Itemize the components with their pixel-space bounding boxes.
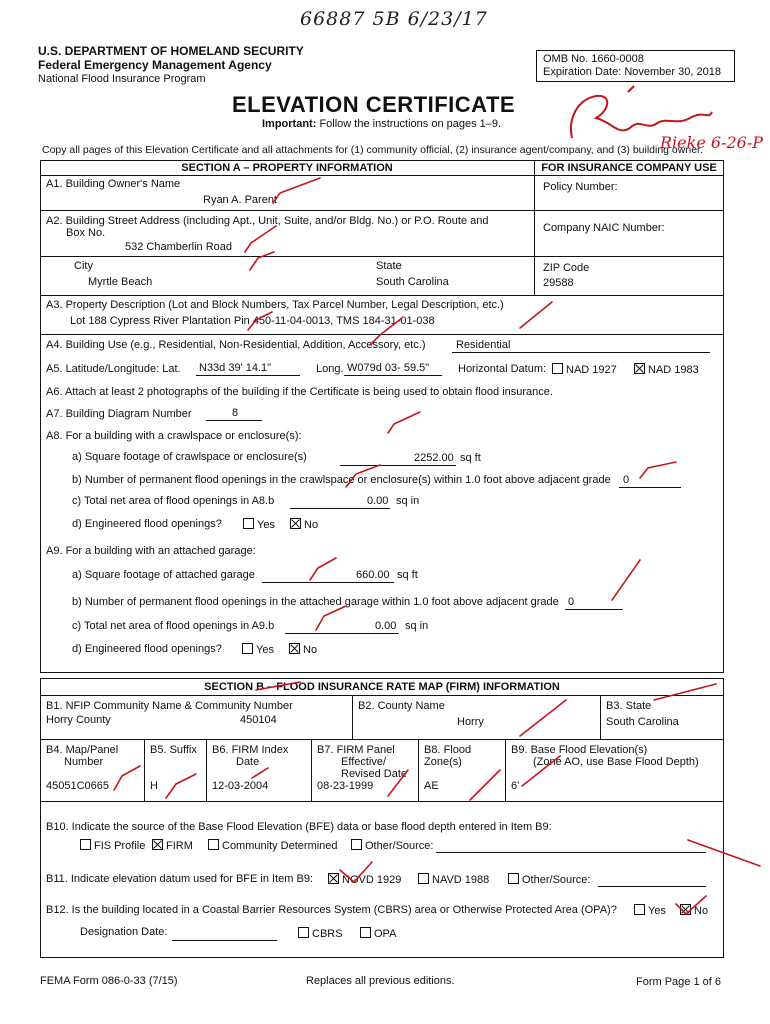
a7-label: A7. Building Diagram Number	[46, 408, 192, 420]
checkmark-icon	[388, 770, 408, 796]
a9a-label: a) Square footage of attached garage	[72, 569, 255, 581]
b9-label-line2: (Zone AO, use Base Flood Depth)	[533, 756, 699, 768]
a2-street-address[interactable]: 532 Chamberlin Road	[125, 241, 233, 253]
b7-label-line3: Revised Date	[341, 768, 408, 780]
no-label: No	[303, 644, 318, 656]
designation-date-label: Designation Date:	[80, 926, 168, 938]
omb-number: OMB No. 1660-0008	[543, 53, 644, 65]
checkmark-icon	[640, 462, 676, 478]
yes-label: Yes	[256, 644, 274, 656]
b11-other-label: Other/Source:	[522, 874, 591, 886]
a3-property-description[interactable]: Lot 188 Cypress River Plantation Pin 450-11-04-0013, TMS 184-31-01-038	[70, 315, 435, 327]
page-title: ELEVATION CERTIFICATE	[232, 92, 516, 117]
footer-replaces: Replaces all previous editions.	[306, 975, 455, 987]
b3-label: B3. State	[606, 700, 652, 712]
navd-label: NAVD 1988	[432, 874, 490, 886]
a2-label: A2. Building Street Address (including Apt., Unit, Suite, and/or Bldg. No.) or P.O. Route and	[46, 215, 489, 227]
naic-number-label: Company NAIC Number:	[543, 222, 665, 234]
section-a-title: SECTION A – PROPERTY INFORMATION	[181, 162, 393, 174]
checkmark-icon	[316, 606, 346, 630]
b7-label-line2: Effective/	[341, 756, 387, 768]
checkmark-icon	[654, 684, 716, 700]
a8a-unit: sq ft	[460, 452, 481, 464]
dept-name: U.S. DEPARTMENT OF HOMELAND SECURITY	[38, 44, 304, 58]
a5-latitude[interactable]: N33d 39' 14.1"	[199, 362, 272, 374]
a8a-value[interactable]: 2252.00	[414, 452, 454, 464]
b7-label-line1: B7. FIRM Panel	[317, 744, 395, 756]
b1-community-number[interactable]: 450104	[240, 714, 277, 726]
state-value[interactable]: South Carolina	[376, 276, 449, 288]
b8-flood-zone[interactable]: AE	[424, 780, 439, 792]
no-label: No	[304, 519, 319, 531]
checkmark-icon	[273, 178, 320, 203]
checkmark-icon	[250, 252, 274, 270]
checkmark-icon	[522, 756, 560, 786]
copy-note: Copy all pages of this Elevation Certificate and all attachments for (1) community official, (2) insurance agent/company, and (3) building owner.	[42, 144, 703, 156]
checkmark-icon	[245, 226, 276, 252]
a5-label: A5. Latitude/Longitude: Lat.	[46, 363, 181, 375]
zip-value[interactable]: 29588	[543, 277, 574, 289]
handwritten-initials	[571, 86, 763, 152]
a6-label: A6. Attach at least 2 photographs of the building if the Certificate is being used to obtain flood insurance.	[46, 386, 553, 398]
important-label: Important:	[262, 118, 317, 130]
zip-label: ZIP Code	[543, 262, 590, 274]
b9-label-line1: B9. Base Flood Elevation(s)	[511, 744, 648, 756]
b12-label: B12. Is the building located in a Coastal Barrier Resources System (CBRS) area or Otherwise Protected Area (OPA)?	[46, 904, 617, 916]
b1-label: B1. NFIP Community Name & Community Number	[46, 700, 293, 712]
checkmark-icon	[520, 700, 566, 736]
checkmark-icon	[114, 766, 140, 790]
program-name: National Flood Insurance Program	[38, 73, 206, 85]
b6-label-line2: Date	[236, 756, 260, 768]
a8c-unit: sq in	[396, 495, 420, 507]
b12-yes-label: Yes	[648, 905, 666, 917]
a8b-value[interactable]: 0	[623, 474, 630, 486]
a1-label: A1. Building Owner's Name	[46, 178, 181, 190]
checkmark-icon	[248, 312, 272, 330]
a5-datum-label: Horizontal Datum:	[458, 363, 547, 375]
opa-label: OPA	[374, 928, 397, 940]
checkmark-icon	[520, 302, 552, 328]
checkmark-icon	[688, 840, 760, 866]
community-label: Community Determined	[222, 840, 338, 852]
a9d-label: d) Engineered flood openings?	[72, 643, 222, 655]
a3-label: A3. Property Description (Lot and Block Numbers, Tax Parcel Number, Legal Description, etc.)	[46, 299, 504, 311]
a9b-value[interactable]: 0	[568, 596, 575, 608]
a2-label-cont: Box No.	[66, 227, 106, 239]
a9b-label: b) Number of permanent flood openings in the attached garage within 1.0 foot above adjacent grade	[72, 596, 559, 608]
agency-name: Federal Emergency Management Agency	[38, 58, 272, 72]
a5-longitude[interactable]: W079d 03- 59.5"	[347, 362, 430, 374]
fis-label: FIS Profile	[94, 840, 146, 852]
b11-label: B11. Indicate elevation datum used for BFE in Item B9:	[46, 873, 313, 885]
b4-label-line2: Number	[64, 756, 104, 768]
checkmark-icon	[310, 558, 336, 580]
b5-label: B5. Suffix	[150, 744, 197, 756]
a9-label: A9. For a building with an attached garage:	[46, 545, 256, 557]
b2-county-name[interactable]: Horry	[457, 716, 484, 728]
city-label: City	[74, 260, 93, 272]
b5-suffix[interactable]: H	[150, 780, 158, 792]
a4-building-use[interactable]: Residential	[456, 339, 511, 351]
other-label: Other/Source:	[365, 840, 434, 852]
b7-firm-panel-date[interactable]: 08-23-1999	[317, 780, 374, 792]
a9c-label: c) Total net area of flood openings in A9.b	[72, 620, 275, 632]
b10-label: B10. Indicate the source of the Base Flood Elevation (BFE) data or base flood depth entered in Item B9:	[46, 821, 552, 833]
yes-label: Yes	[257, 519, 275, 531]
nad1927-label: NAD 1927	[566, 364, 617, 376]
a8c-label: c) Total net area of flood openings in A8.b	[72, 495, 275, 507]
b6-firm-index-date[interactable]: 12-03-2004	[212, 780, 269, 792]
b12-no-label: No	[694, 905, 709, 917]
a1-owner-name[interactable]: Ryan A. Parent	[203, 194, 277, 206]
b3-state[interactable]: South Carolina	[606, 716, 679, 728]
a7-diagram-number[interactable]: 8	[232, 407, 239, 419]
policy-number-label: Policy Number:	[543, 181, 618, 193]
checkmark-icon	[166, 774, 196, 798]
a9a-unit: sq ft	[397, 569, 418, 581]
a5-long-label: Long.	[316, 363, 344, 375]
a8-label: A8. For a building with a crawlspace or enclosure(s):	[46, 430, 302, 442]
handwritten-reference: 66887 5B 6/23/17	[300, 8, 488, 30]
checkmark-icon	[612, 560, 640, 600]
cbrs-label: CBRS	[312, 928, 343, 940]
a9c-value[interactable]: 0.00	[375, 620, 397, 632]
a8a-label: a) Square footage of crawlspace or enclosure(s)	[72, 451, 307, 463]
initials-text: Rieke 6-26-P	[660, 133, 763, 152]
b8-label-line2: Zone(s)	[424, 756, 462, 768]
checkmark-icon	[252, 768, 268, 778]
b4-label-line1: B4. Map/Panel	[46, 744, 119, 756]
a9a-value[interactable]: 660.00	[356, 569, 390, 581]
important-text: Follow the instructions on pages 1–9.	[319, 118, 502, 130]
checkmark-icon	[340, 862, 372, 882]
expiration-date: Expiration Date: November 30, 2018	[543, 66, 721, 78]
b9-base-flood-elevation[interactable]: 6'	[511, 780, 520, 792]
checkmark-icon	[346, 465, 380, 487]
a8d-label: d) Engineered flood openings?	[72, 518, 222, 530]
checkmark-icon	[370, 318, 402, 345]
section-b-title: SECTION B – FLOOD INSURANCE RATE MAP (FIRM) INFORMATION	[204, 681, 560, 693]
a8b-label: b) Number of permanent flood openings in the crawlspace or enclosure(s) within 1.0 foot above adjacent grade	[72, 474, 611, 486]
city-value[interactable]: Myrtle Beach	[88, 276, 153, 288]
nad1983-label: NAD 1983	[648, 364, 699, 376]
b4-map-panel-number[interactable]: 45051C0665	[46, 780, 110, 792]
checkmark-icon	[676, 896, 706, 914]
checkmark-icon	[388, 412, 420, 433]
a4-label: A4. Building Use (e.g., Residential, Non-Residential, Addition, Accessory, etc.)	[46, 339, 426, 351]
a9c-unit: sq in	[405, 620, 429, 632]
b2-label: B2. County Name	[358, 700, 445, 712]
firm-label: FIRM	[166, 840, 193, 852]
b6-label-line1: B6. FIRM Index	[212, 744, 289, 756]
footer-form-number: FEMA Form 086-0-33 (7/15)	[40, 975, 178, 987]
b8-label-line1: B8. Flood	[424, 744, 472, 756]
state-label: State	[376, 260, 402, 272]
insurance-use-title: FOR INSURANCE COMPANY USE	[541, 162, 717, 174]
checkmark-icon	[256, 682, 300, 690]
checkmark-icon	[470, 770, 500, 800]
b1-community-name[interactable]: Horry County	[46, 714, 111, 726]
a8c-value[interactable]: 0.00	[367, 495, 389, 507]
footer-page-number: Form Page 1 of 6	[636, 976, 721, 988]
ngvd-label: NGVD 1929	[342, 874, 402, 886]
